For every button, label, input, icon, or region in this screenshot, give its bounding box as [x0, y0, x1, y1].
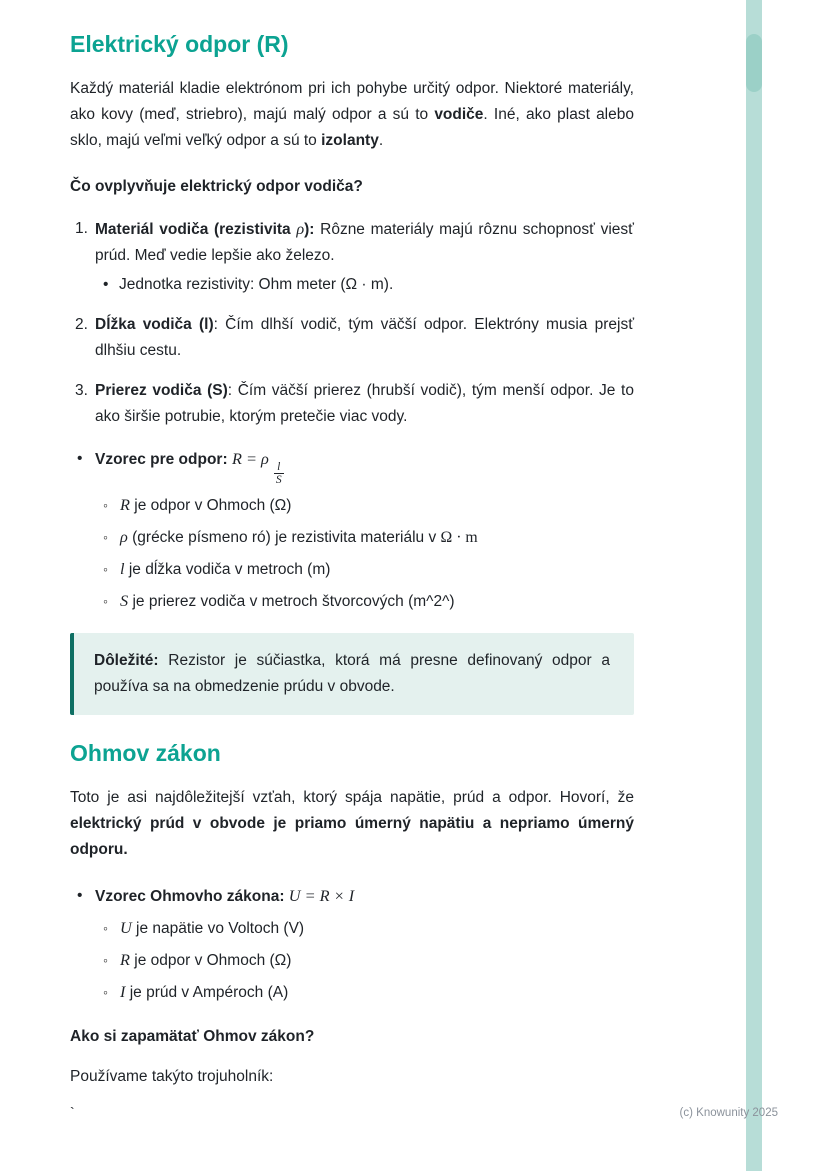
- circle-bullet-icon: ◦: [103, 496, 108, 513]
- text-run: je napätie vo Voltoch (V): [131, 919, 305, 937]
- ordered-item-text: [95, 216, 634, 269]
- bullet-icon: •: [103, 276, 109, 293]
- ordered-item-material: [70, 216, 634, 298]
- formula-expression: U = R × I: [288, 886, 355, 905]
- heading-ohms-law: Ohmov zákon: [70, 739, 221, 766]
- scrollbar-thumb[interactable]: [746, 34, 762, 92]
- text-run: : Čím dlhší vodič, tým väčší odpor. Elektróny musia prejsť dlhšiu cestu.: [95, 316, 635, 359]
- formula-bullet: [70, 446, 634, 487]
- math-symbol: ρ: [120, 527, 128, 546]
- text-run: Každý materiál kladie elektrónom pri ich pohybe určitý odpor. Niektoré materiály, ako kovy (meď, striebro), majú malý odpor a sú to: [70, 80, 634, 123]
- formula-label: Vzorec Ohmovho zákona:: [95, 887, 285, 905]
- factors-list: [70, 216, 634, 430]
- ordered-item-cross-section: [70, 378, 634, 430]
- text-run: je dĺžka vodiča v metroch (m): [124, 560, 331, 578]
- text-run: : Čím väčší prierez (hrubší vodič), tým menší odpor. Je to ako širšie potrubie, ktorým pretečie viac vody.: [95, 382, 634, 425]
- formula-lhs: R = ρ: [231, 450, 269, 468]
- circle-bullet-icon: ◦: [103, 528, 108, 545]
- fraction-numerator: l: [274, 461, 284, 475]
- text-run: Rôzne materiály majú rôznu schopnosť viesť prúd. Meď vedie lepšie ako železo.: [95, 221, 634, 264]
- text-run: (grécke písmeno ró) je rezistivita materiálu v: [127, 528, 441, 546]
- text-run: Rezistor je súčiastka, ktorá má presne definovaný odpor a používa sa na obmedzenie prúdu v obvode.: [94, 651, 610, 695]
- note-document: [70, 0, 634, 1120]
- callout-text: [94, 648, 610, 700]
- question-memorize: Ako si zapamätať Ohmov zákon?: [70, 1027, 315, 1045]
- ohm-formula-line: [95, 883, 354, 910]
- formula-details: [103, 915, 634, 1006]
- ordered-item-body: [95, 378, 634, 430]
- detail-item: [103, 588, 634, 615]
- triangle-intro: Používame takýto trojuholník:: [70, 1067, 274, 1085]
- text-run: . Iné, ako plast alebo sklo, majú veľmi veľký odpor a sú to: [70, 106, 634, 149]
- term-vodice: vodiče: [434, 106, 484, 123]
- text-run: je prierez vodiča v metroch štvorcových (m^2^): [128, 592, 455, 610]
- detail-item: [103, 524, 634, 551]
- bold-run: elektrický prúd v obvode je priamo úmerný napätiu a nepriamo úmerný odporu.: [70, 814, 634, 858]
- math-symbol: I: [120, 982, 126, 1001]
- footer-credit: (c) Knowunity 2025: [679, 1107, 778, 1119]
- bold-run: Prierez vodiča (S): [95, 382, 228, 399]
- circle-bullet-icon: ◦: [103, 983, 108, 1000]
- fraction-denominator: S: [275, 474, 282, 487]
- bullet-icon: •: [77, 886, 83, 904]
- detail-text: [120, 979, 288, 1006]
- formula-label: Vzorec pre odpor:: [95, 451, 228, 468]
- list-number: 1.: [75, 220, 88, 237]
- intro-paragraph: [70, 76, 634, 154]
- ordered-item-text: [95, 378, 634, 430]
- stray-backtick: `: [70, 1103, 75, 1120]
- detail-item: [103, 979, 634, 1006]
- math-symbol: S: [120, 591, 129, 610]
- math-symbol-rho: ρ: [296, 220, 305, 238]
- list-number: 2.: [75, 316, 88, 333]
- circle-bullet-icon: ◦: [103, 592, 108, 609]
- detail-text: [120, 492, 291, 519]
- resistance-formula-line: [95, 446, 284, 487]
- ohm-intro-paragraph: [70, 785, 634, 863]
- math-symbol: l: [120, 559, 125, 578]
- ohm-formula-block: [70, 883, 634, 1006]
- callout-label: Dôležité:: [94, 651, 159, 669]
- ordered-item-length: [70, 312, 634, 364]
- text-run: je prúd v Ampéroch (A): [125, 983, 289, 1001]
- question-factors: Čo ovplyvňuje elektrický odpor vodiča?: [70, 178, 363, 195]
- fraction: [274, 461, 284, 487]
- heading-electrical-resistance: Elektrický odpor (R): [70, 31, 289, 57]
- term-izolanty: izolanty: [321, 132, 379, 149]
- circle-bullet-icon: ◦: [103, 560, 108, 577]
- detail-item: [103, 915, 634, 942]
- detail-item: [103, 492, 634, 519]
- bold-run: Materiál vodiča (rezistivita: [95, 221, 297, 238]
- circle-bullet-icon: ◦: [103, 951, 108, 968]
- text-run: Toto je asi najdôležitejší vzťah, ktorý spája napätie, prúd a odpor. Hovorí, že: [70, 788, 634, 806]
- list-number: 3.: [75, 382, 88, 399]
- scrollbar-track[interactable]: [746, 0, 762, 1171]
- math-symbol: U: [120, 918, 132, 937]
- formula-details: [103, 492, 634, 615]
- ordered-item-body: [95, 216, 634, 298]
- resistance-formula-block: [70, 446, 634, 615]
- bold-run: Dĺžka vodiča (l): [95, 316, 214, 333]
- bullet-icon: •: [77, 450, 83, 467]
- detail-text: [120, 947, 291, 974]
- ordered-item-body: [95, 312, 634, 364]
- detail-text: [120, 915, 304, 942]
- bold-run: ):: [304, 221, 315, 238]
- ordered-item-text: [95, 312, 634, 364]
- sub-bullet-resistivity-unit: [103, 272, 634, 298]
- detail-text: [120, 588, 455, 615]
- detail-item: [103, 556, 634, 583]
- math-symbol: R: [120, 495, 130, 514]
- detail-text: [120, 524, 478, 551]
- sub-bullet-text: Jednotka rezistivity: Ohm meter (Ω · m).: [119, 276, 394, 293]
- circle-bullet-icon: ◦: [103, 919, 108, 936]
- detail-item: [103, 947, 634, 974]
- math-symbol: R: [120, 950, 130, 969]
- text-run: .: [378, 132, 384, 149]
- important-callout: [70, 633, 634, 715]
- unit-ohm-meter: Ω · m: [440, 528, 478, 546]
- text-run: je odpor v Ohmoch (Ω): [129, 496, 292, 514]
- text-run: je odpor v Ohmoch (Ω): [129, 951, 292, 969]
- detail-text: [120, 556, 330, 583]
- formula-bullet: [70, 883, 634, 910]
